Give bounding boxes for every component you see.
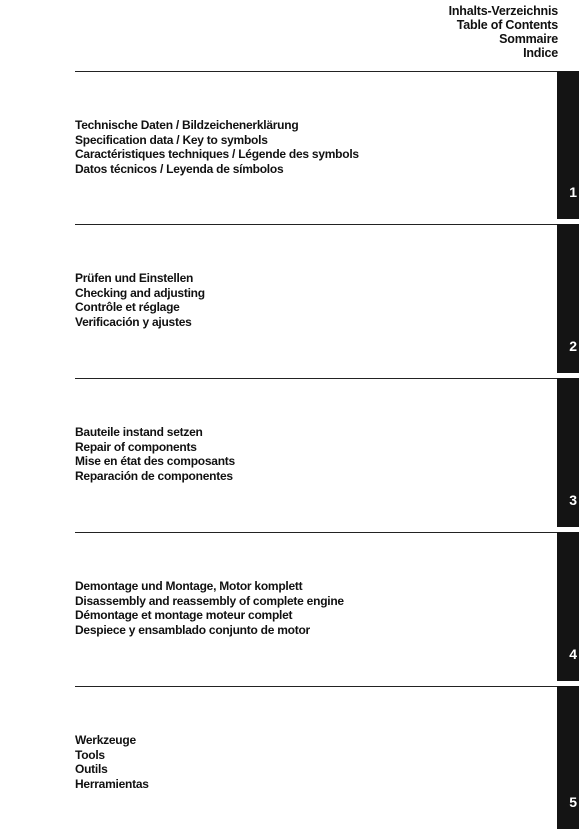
section-divider xyxy=(75,532,557,533)
section-number: 1 xyxy=(569,184,577,200)
header-title-fr: Sommaire xyxy=(499,32,558,46)
section-title-es: Despiece y ensamblado conjunto de motor xyxy=(75,622,310,637)
section-divider xyxy=(75,224,557,225)
section-divider xyxy=(75,378,557,379)
section-title-es: Verificación y ajustes xyxy=(75,314,192,329)
toc-section-3[interactable] xyxy=(0,378,579,527)
header-title-en: Table of Contents xyxy=(456,18,558,32)
section-title-en: Repair of components xyxy=(75,439,197,454)
section-title-de: Werkzeuge xyxy=(75,733,136,747)
header-title-es: Indice xyxy=(523,46,558,60)
section-titles xyxy=(75,271,205,329)
section-number: 5 xyxy=(569,794,577,810)
toc-section-1[interactable] xyxy=(0,71,579,219)
section-tab[interactable] xyxy=(557,71,579,219)
section-titles xyxy=(75,579,344,637)
section-title-de: Demontage und Montage, Motor komplett xyxy=(75,579,303,593)
section-tab[interactable] xyxy=(557,224,579,373)
toc-section-5[interactable] xyxy=(0,686,579,829)
toc-section-2[interactable] xyxy=(0,224,579,373)
section-title-en: Specification data / Key to symbols xyxy=(75,132,268,147)
toc-section-4[interactable] xyxy=(0,532,579,681)
section-number: 2 xyxy=(569,338,577,354)
section-title-en: Tools xyxy=(75,747,105,762)
section-divider xyxy=(75,71,557,72)
section-titles xyxy=(75,118,359,176)
section-tab[interactable] xyxy=(557,378,579,527)
toc-header xyxy=(449,4,558,60)
section-title-de: Technische Daten / Bildzeichenerklärung xyxy=(75,118,299,132)
section-titles xyxy=(75,425,235,483)
section-number: 4 xyxy=(569,646,577,662)
section-title-de: Prüfen und Einstellen xyxy=(75,271,194,285)
section-title-es: Datos técnicos / Leyenda de símbolos xyxy=(75,161,284,176)
section-number: 3 xyxy=(569,492,577,508)
section-title-de: Bauteile instand setzen xyxy=(75,425,203,439)
section-divider xyxy=(75,686,557,687)
section-title-fr: Mise en état des composants xyxy=(75,454,235,469)
section-title-es: Reparación de componentes xyxy=(75,468,233,483)
section-title-fr: Démontage et montage moteur complet xyxy=(75,608,293,623)
section-tab[interactable] xyxy=(557,686,579,829)
section-title-fr: Outils xyxy=(75,762,108,777)
section-title-fr: Caractéristiques techniques / Légende des symbols xyxy=(75,147,359,162)
section-title-en: Disassembly and reassembly of complete engine xyxy=(75,593,344,608)
section-title-en: Checking and adjusting xyxy=(75,285,205,300)
section-title-fr: Contrôle et réglage xyxy=(75,300,180,315)
section-title-es: Herramientas xyxy=(75,776,149,791)
section-titles xyxy=(75,733,149,791)
header-title-de: Inhalts-Verzeichnis xyxy=(448,4,558,18)
section-tab[interactable] xyxy=(557,532,579,681)
